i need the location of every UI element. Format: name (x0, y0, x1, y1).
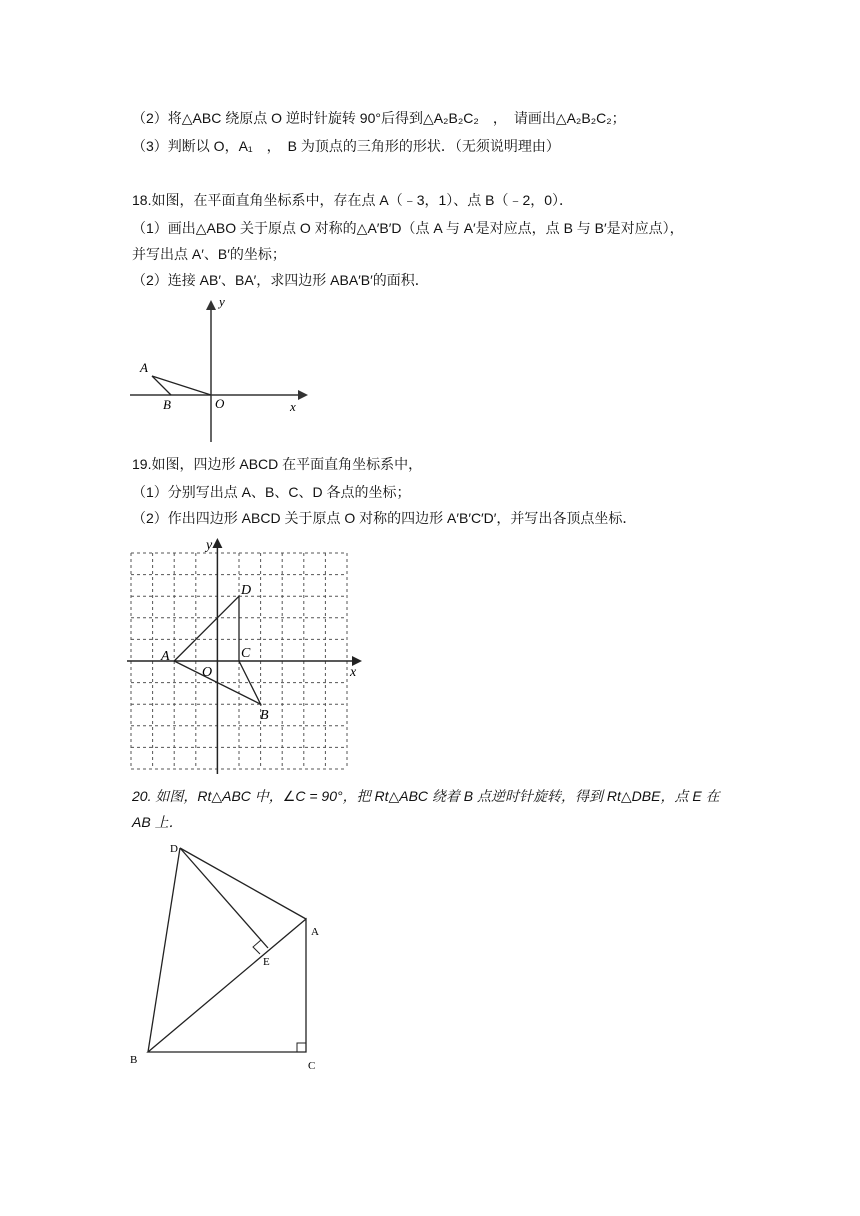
q18-part1-a: （1）画出△ABO 关于原点 O 对称的△A′B′D（点 A 与 A′是对应点，点 B 与 B′是对应点）， (132, 220, 684, 236)
q18-label-O: O (215, 396, 225, 411)
q17-part2: （2）将△ABC 绕原点 O 逆时针旋转 90°后得到△A₂B₂C₂ ， 请画出△A₂B₂C₂； (132, 110, 626, 126)
q18-label-x: x (290, 399, 296, 414)
q18-label-A: A (140, 360, 148, 375)
q20-label-D: D (170, 843, 178, 855)
q20-segment-DE (180, 848, 268, 948)
q20-label-E: E (263, 956, 270, 968)
q18-part1-b: 并写出点 A′、B′的坐标； (132, 246, 286, 262)
q19-label-x: x (350, 665, 357, 680)
q20-segment-DB (148, 848, 180, 1052)
q18-y-arrow (206, 300, 216, 310)
q19-part2: （2）作出四边形 ABCD 关于原点 O 对称的四边形 A′B′C′D′，并写出各顶点坐标． (132, 510, 637, 526)
q20-label-C: C (308, 1060, 316, 1072)
q19-label-O: O (202, 665, 213, 680)
q20-right-angle-E (253, 940, 261, 954)
q19-grid-figure (124, 536, 374, 776)
q18-label-B: B (163, 397, 171, 412)
q17-part3: （3）判断以 O，A₁ ， B 为顶点的三角形的形状．（无须说明理由） (132, 138, 560, 154)
q18-stem: 18.如图，在平面直角坐标系中，存在点 A（﹣3，1）、点 B（﹣2，0）． (132, 192, 574, 208)
q19-part1: （1）分别写出点 A、B、C、D 各点的坐标； (132, 484, 411, 500)
q20-segment-DA (180, 848, 306, 919)
q20-line2: AB 上． (132, 814, 183, 830)
q19-label-C: C (241, 646, 251, 661)
q19-label-A: A (161, 649, 170, 664)
q19-stem: 19.如图，四边形 ABCD 在平面直角坐标系中， (132, 456, 423, 472)
q19-label-D: D (241, 583, 252, 598)
q20-label-A: A (311, 926, 319, 938)
q18-part2: （2）连接 AB′、BA′，求四边形 ABA′B′的面积． (132, 272, 429, 288)
q18-coordinate-figure (120, 290, 320, 450)
q19-label-y: y (206, 538, 213, 553)
q20-triangle-ABC (148, 919, 306, 1052)
q20-right-angle-C (297, 1043, 306, 1052)
q19-y-arrow (212, 538, 222, 548)
q20-line1: 20. 如图，Rt△ABC 中，∠C = 90°，把 Rt△ABC 绕着 B 点逆时针旋转，得到 Rt△DBE，点 E 在 (132, 788, 720, 804)
q18-label-y: y (219, 294, 225, 309)
q20-triangle-figure (120, 834, 340, 1084)
q20-label-B: B (130, 1054, 138, 1066)
q18-x-arrow (298, 390, 308, 400)
q19-label-B: B (260, 708, 269, 723)
